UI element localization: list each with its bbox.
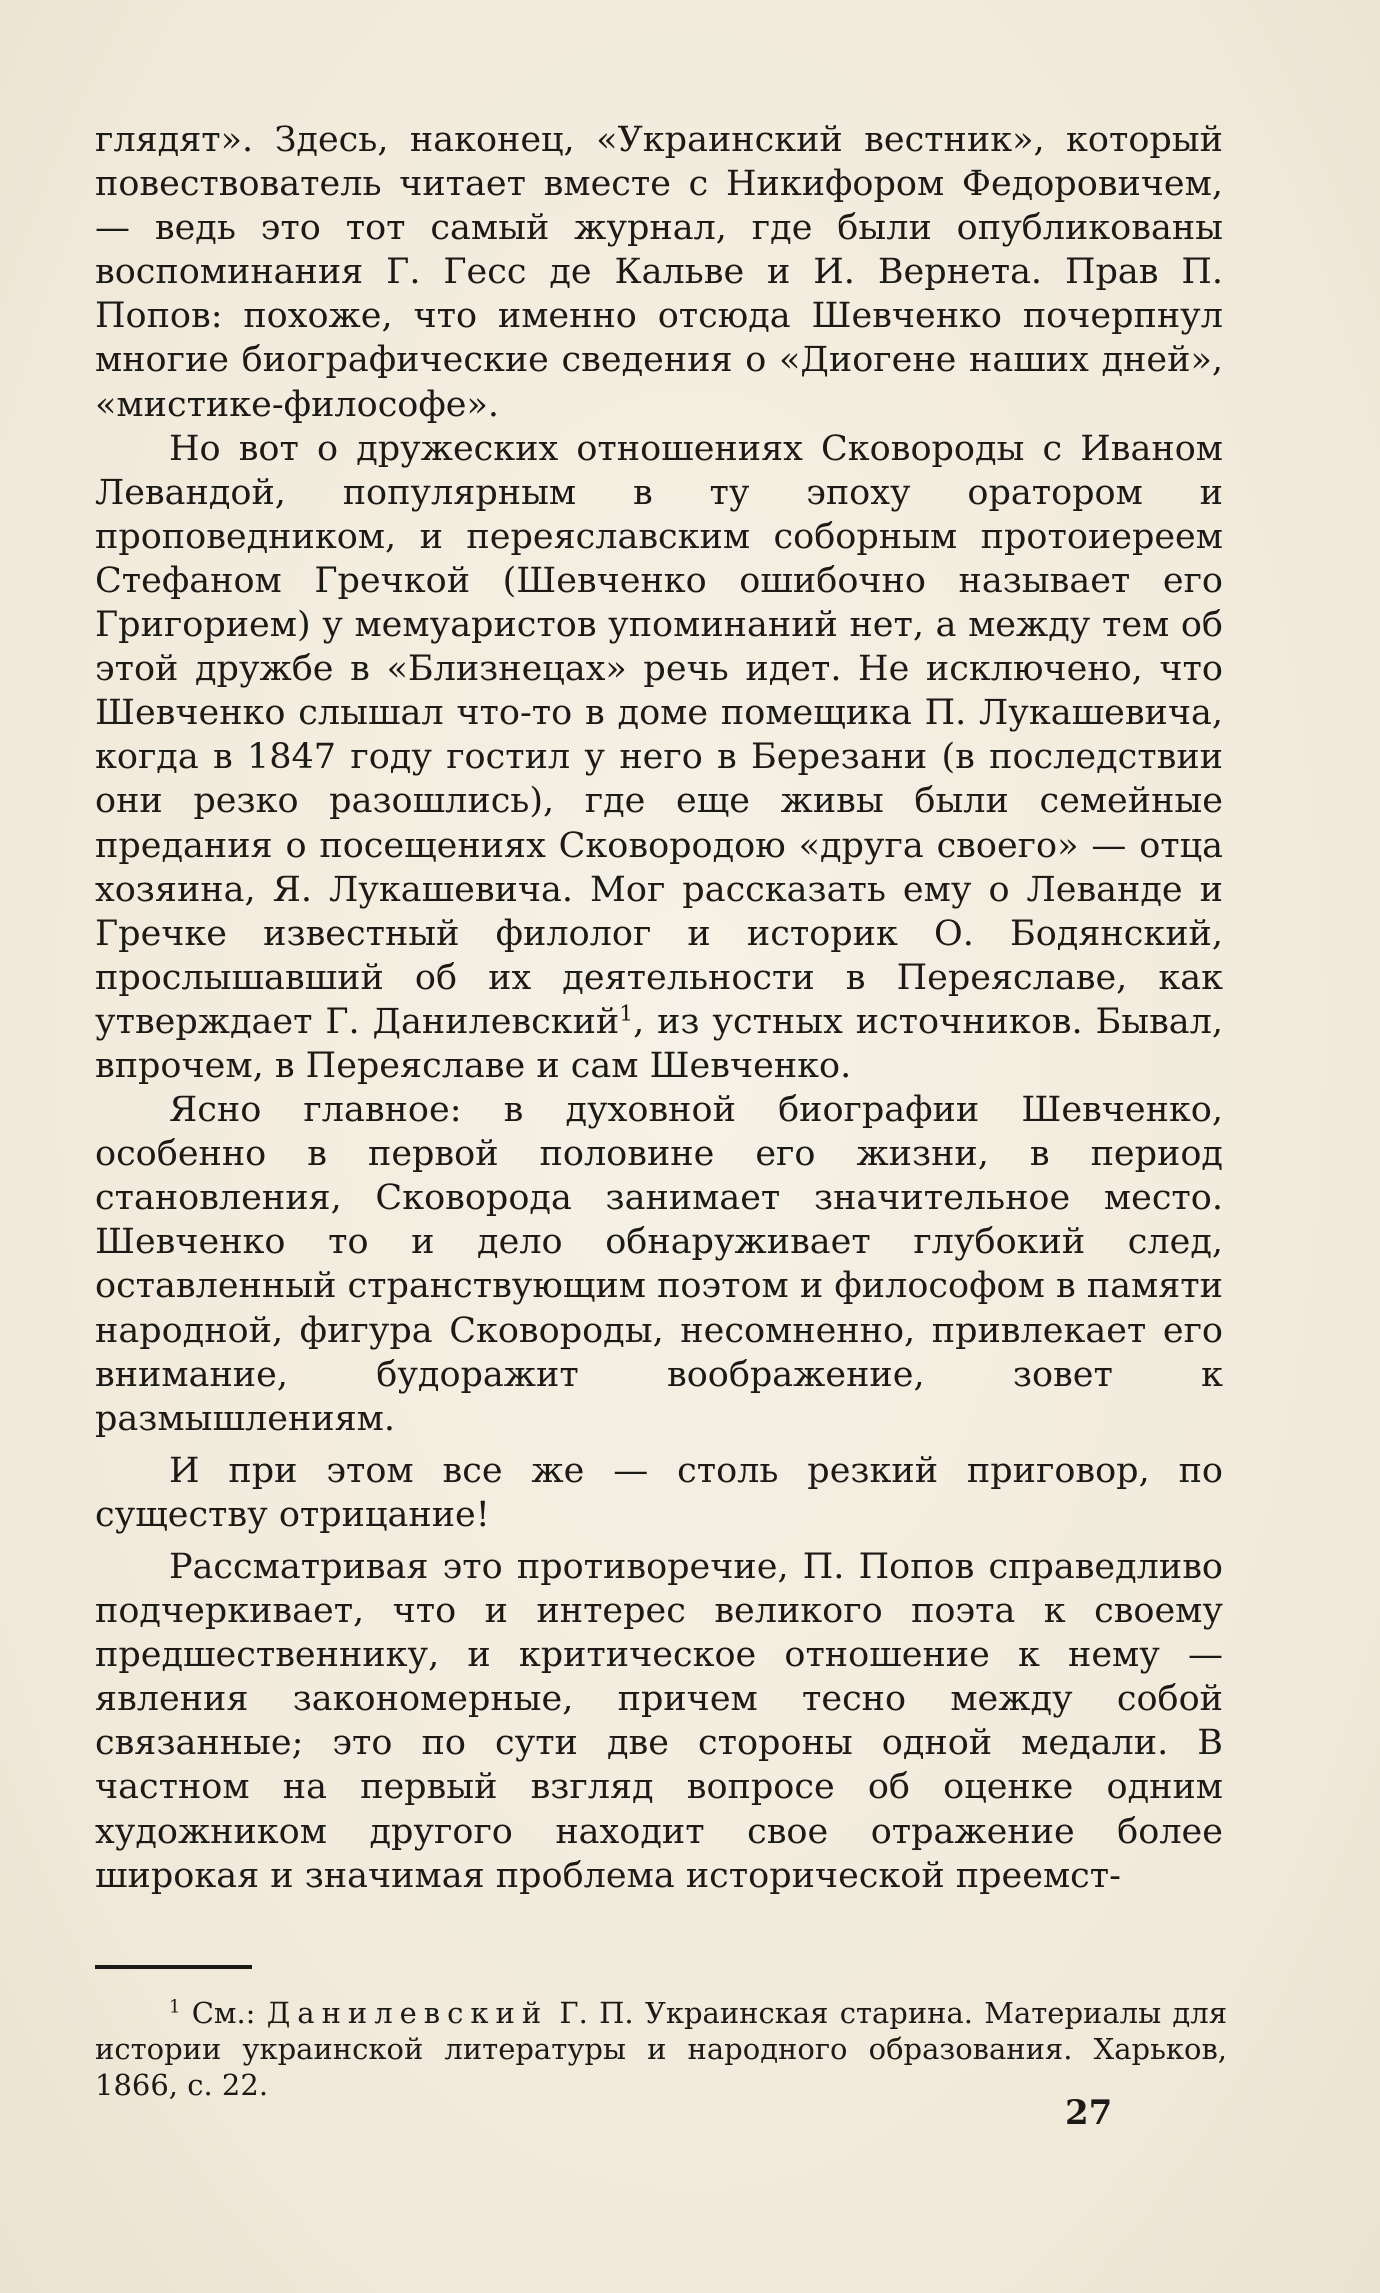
paragraph-2 [95, 427, 1223, 1088]
paragraph-2-text-b: , из устных источников. Бывал, впрочем, в Переяславе и сам Шевченко. [95, 1001, 1224, 1086]
page-number: 27 [1065, 2093, 1113, 2133]
paragraph-2-text-a: Но вот о дружеских отношениях Сковороды с Иваном Левандой, популярным в ту эпоху оратором и проповедником, и переяславским соборным протоиереем Стефаном Гречкой (Шевченко ошибочно называет его Григорием) у мемуаристов упоминаний нет, а между тем об этой дружбе в «Близнецах» речь идет. Не исключено, что Шевченко слышал что-то в доме помещика П. Лукашевича, когда в 1847 году гостил у него в Березани (в последствии они резко разошлись), где еще живы были семейные предания о посещениях Сковородою «друга своего» — отца хозяина, Я. Лукашевича. Мог рассказать ему о Леванде и Гречке известный филолог и историк О. Бодянский, прослышавший об их деятельности в Переяславе, как утверждает Г. Данилевский [95, 428, 1223, 1042]
footnote [95, 1995, 1227, 2103]
paragraph-4: И при этом все же — столь резкий приговор, по существу отрицание! [95, 1450, 1223, 1535]
paragraph-gap [95, 1441, 1223, 1449]
footnote-divider [95, 1965, 252, 1969]
footnote-marker: 1 [169, 1996, 181, 2018]
main-text [95, 118, 1223, 1898]
paragraph-gap [95, 1537, 1223, 1545]
footnote-citation: Г. П. Украинская старина. Материалы для истории украинской литературы и народного образования. Харьков, 1866, с. 22. [95, 1996, 1227, 2102]
footnote-reference: 1 [619, 1001, 634, 1027]
paragraph-1: глядят». Здесь, наконец, «Украинский вестник», который повествователь читает вместе с Никифором Федоровичем,— ведь это тот самый журнал, где были опубликованы воспоминания Г. Гесс де Кальве и И. Вернета. Прав П. Попов: похоже, что именно отсюда Шевченко почерпнул многие биографические сведения о «Диогене наших дней», «мистике-философе». [95, 120, 1223, 425]
paragraph-3: Ясно главное: в духовной биографии Шевченко, особенно в первой половине его жизни, в период становления, Сковорода занимает значительное место. Шевченко то и дело обнаруживает глубокий след, оставленный странствующим поэтом и философом в памяти народной, фигура Сковороды, несомненно, привлекает его внимание, будоражит воображение, зовет к размышлениям. [95, 1090, 1223, 1439]
footnote-lead: См.: [180, 1996, 267, 2030]
paragraph-5: Рассматривая это противоречие, П. Попов справедливо подчеркивает, что и интерес великого поэта к своему предшественнику, и критическое отношение к нему — явления закономерные, причем тесно между собой связанные; это по сути две стороны одной медали. В частном на первый взгляд вопросе об оценке одним художником другого находит свое отражение более широкая и значимая проблема исторической преемст- [95, 1547, 1223, 1896]
footnote-author: Данилевский [266, 1996, 549, 2030]
